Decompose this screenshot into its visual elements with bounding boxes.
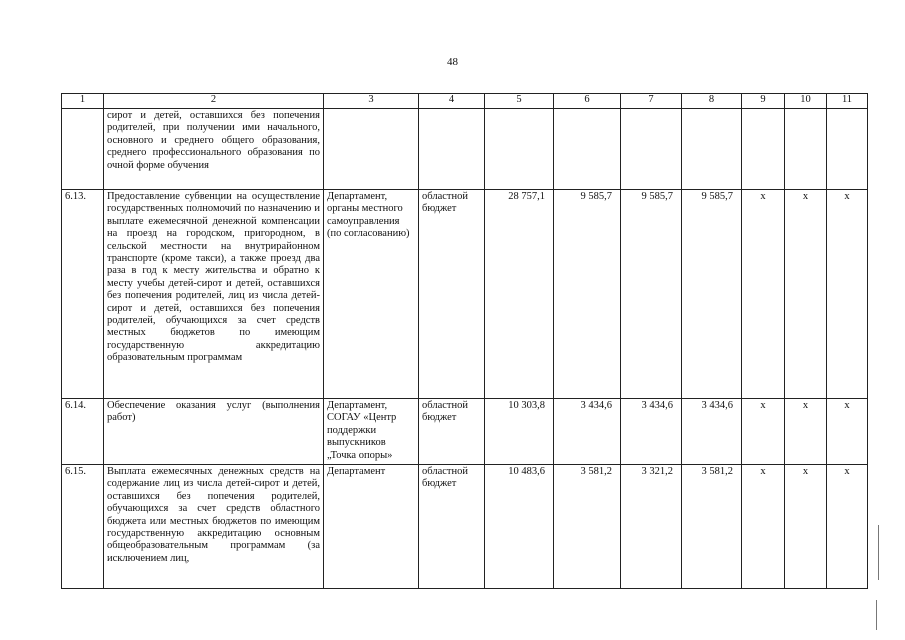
table-row <box>62 399 868 465</box>
item-value-total: 10 483,6 <box>485 465 554 589</box>
item-executor: Департамент, органы местного самоуправления (по согласованию) <box>324 190 419 399</box>
item-value-year2: 3 434,6 <box>621 399 682 465</box>
item-value-year1 <box>554 109 621 190</box>
scan-edge-mark <box>878 525 879 580</box>
column-header: 9 <box>742 94 785 109</box>
item-value-col11 <box>827 109 868 190</box>
table-row <box>62 465 868 589</box>
column-header: 2 <box>104 94 324 109</box>
item-executor: Департамент <box>324 465 419 589</box>
column-header: 1 <box>62 94 104 109</box>
column-header: 8 <box>682 94 742 109</box>
item-value-year3: 3 581,2 <box>682 465 742 589</box>
item-value-year3 <box>682 109 742 190</box>
item-description: Обеспечение оказания услуг (выполнения работ) <box>104 399 324 465</box>
item-value-col9: x <box>742 465 785 589</box>
item-executor: Департамент, СОГАУ «Центр поддержки выпускников „Точка опоры» <box>324 399 419 465</box>
item-value-col11: x <box>827 399 868 465</box>
item-value-year3: 3 434,6 <box>682 399 742 465</box>
item-funding-source <box>419 109 485 190</box>
item-value-col9: x <box>742 190 785 399</box>
item-value-total: 10 303,8 <box>485 399 554 465</box>
item-number: 6.13. <box>62 190 104 399</box>
item-funding-source: областной бюджет <box>419 190 485 399</box>
item-funding-source: областной бюджет <box>419 465 485 589</box>
item-value-col10: x <box>785 399 827 465</box>
item-value-year2: 9 585,7 <box>621 190 682 399</box>
item-value-col11: x <box>827 190 868 399</box>
item-number: 6.14. <box>62 399 104 465</box>
program-table <box>61 93 868 589</box>
item-value-col10: x <box>785 190 827 399</box>
item-value-year2 <box>621 109 682 190</box>
item-description: сирот и детей, оставшихся без попечения родителей, при получении ими начального, основного и среднего общего образования, среднего профессионального образования по очной форме обучения <box>104 109 324 190</box>
item-value-col9 <box>742 109 785 190</box>
column-number-row <box>62 94 868 109</box>
item-value-year3: 9 585,7 <box>682 190 742 399</box>
item-value-year1: 3 434,6 <box>554 399 621 465</box>
item-value-total <box>485 109 554 190</box>
column-header: 3 <box>324 94 419 109</box>
column-header: 10 <box>785 94 827 109</box>
item-description: Предоставление субвенции на осуществление государственных полномочий по назначению и выплате ежемесячной денежной компенсации на проезд на городском, пригородном, в сельской местности на внутрирайонном транспорте (кроме такси), а также проезд два раза в год к месту жительства и обратно к месту учебы детей-сирот и детей, оставшихся без попечения родителей, лиц из числа детей-сирот и детей, оставшихся без попечения родителей, обучающихся за счет средств местных бюджетов по имеющим государственную аккредитацию образовательным программам <box>104 190 324 399</box>
item-value-year2: 3 321,2 <box>621 465 682 589</box>
item-value-col10 <box>785 109 827 190</box>
item-executor <box>324 109 419 190</box>
column-header: 4 <box>419 94 485 109</box>
item-number <box>62 109 104 190</box>
column-header: 6 <box>554 94 621 109</box>
item-value-year1: 9 585,7 <box>554 190 621 399</box>
table-row <box>62 109 868 190</box>
item-description: Выплата ежемесячных денежных средств на содержание лиц из числа детей-сирот и детей, оставшихся без попечения родителей, обучающихся за счет средств областного бюджета или местных бюджетов по имеющим государственную аккредитацию основным общеобразовательным программам (за исключением лиц, <box>104 465 324 589</box>
item-number: 6.15. <box>62 465 104 589</box>
scan-edge-mark <box>876 600 877 630</box>
item-funding-source: областной бюджет <box>419 399 485 465</box>
item-value-year1: 3 581,2 <box>554 465 621 589</box>
item-value-col11: x <box>827 465 868 589</box>
page-number: 48 <box>447 56 458 68</box>
item-value-total: 28 757,1 <box>485 190 554 399</box>
column-header: 11 <box>827 94 868 109</box>
item-value-col9: x <box>742 399 785 465</box>
column-header: 7 <box>621 94 682 109</box>
item-value-col10: x <box>785 465 827 589</box>
column-header: 5 <box>485 94 554 109</box>
table-row <box>62 190 868 399</box>
